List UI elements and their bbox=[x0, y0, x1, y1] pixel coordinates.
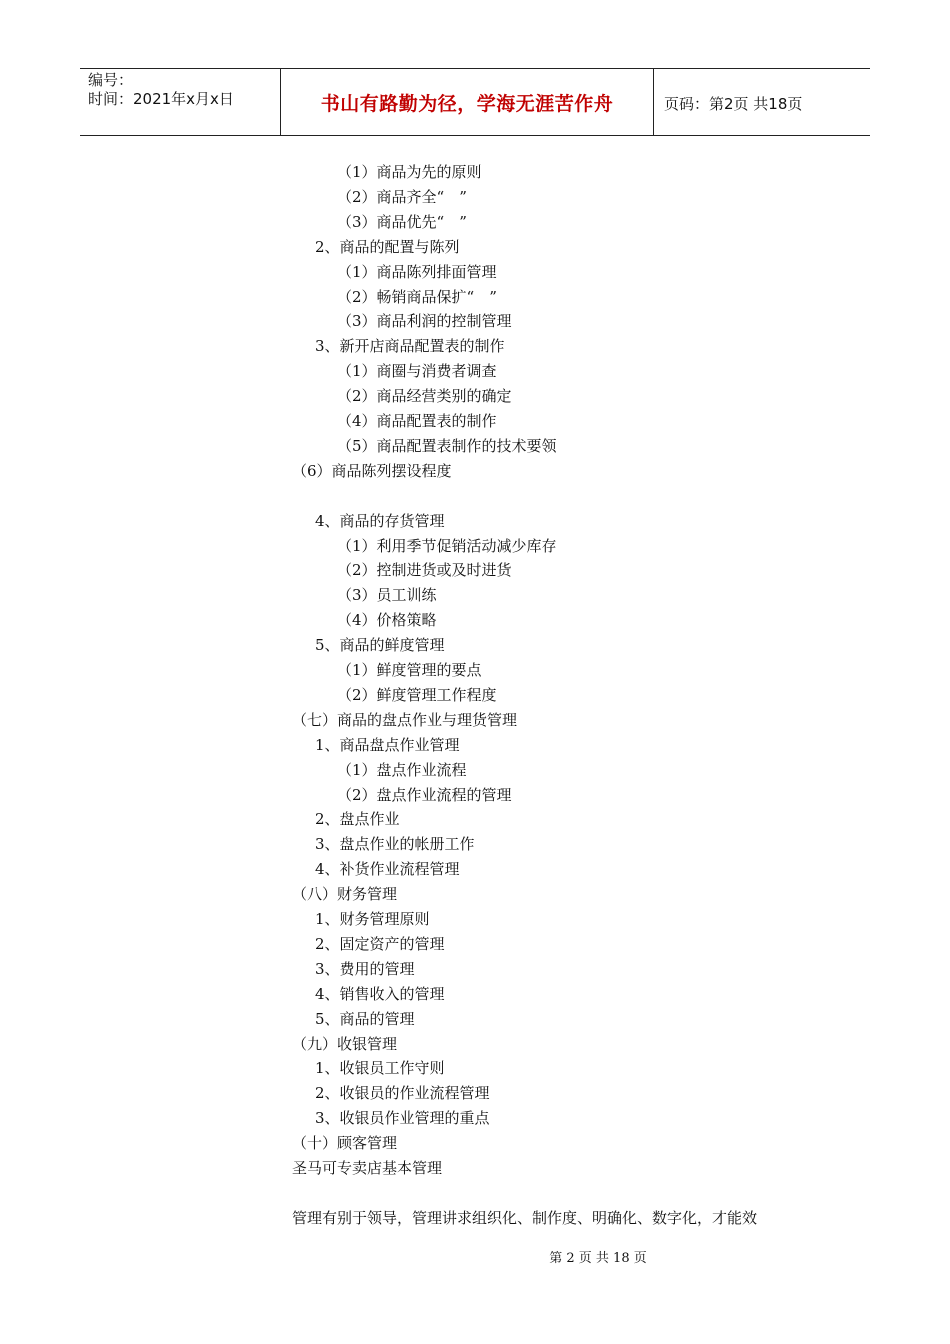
header-page-number: 页码：第2页 共18页 bbox=[664, 95, 803, 113]
outline-line: 4、补货作业流程管理 bbox=[315, 860, 460, 879]
outline-line: （1）商品为先的原则 bbox=[337, 163, 482, 181]
outline-line: 4、销售收入的管理 bbox=[315, 984, 445, 1003]
outline-line: （2）畅销商品保扩“ ” bbox=[337, 287, 497, 306]
outline-line: （九）收银管理 bbox=[292, 1034, 398, 1053]
outline-line: （2）盘点作业流程的管理 bbox=[337, 785, 512, 804]
outline-line: （十）顾客管理 bbox=[292, 1134, 398, 1153]
outline-line: （1）鲜度管理的要点 bbox=[337, 661, 482, 679]
document-date-label: 时间：2021年x月x日 bbox=[88, 90, 234, 108]
header-motto-cell bbox=[281, 69, 654, 135]
outline-line: 管理有别于领导，管理讲求组织化、制作度、明确化、数字化，才能效 bbox=[292, 1208, 758, 1227]
outline-line: （2）商品经营类别的确定 bbox=[337, 387, 512, 406]
document-header bbox=[80, 68, 870, 136]
outline-line: （3）商品利润的控制管理 bbox=[337, 312, 512, 331]
outline-line: 3、新开店商品配置表的制作 bbox=[315, 337, 505, 356]
outline-line: （6）商品陈列摆设程度 bbox=[292, 461, 452, 480]
outline-line: （七）商品的盘点作业与理货管理 bbox=[292, 710, 518, 729]
page-footer bbox=[0, 1247, 950, 1266]
footer-page-number: 第 2 页 共 18 页 bbox=[549, 1251, 647, 1266]
outline-line: （2）控制进货或及时进货 bbox=[337, 561, 512, 580]
outline-line: 1、财务管理原则 bbox=[315, 910, 430, 928]
outline-line: （1）商品陈列排面管理 bbox=[337, 262, 497, 281]
outline-line: （5）商品配置表制作的技术要领 bbox=[337, 436, 557, 455]
outline-line: （3）商品优先“ ” bbox=[337, 212, 467, 231]
outline-line: 2、固定资产的管理 bbox=[315, 934, 445, 953]
outline-line: 2、商品的配置与陈列 bbox=[315, 237, 460, 256]
outline-line: 1、收银员工作守则 bbox=[315, 1059, 445, 1078]
outline-line: （4）商品配置表的制作 bbox=[337, 412, 497, 430]
outline-line: 圣马可专卖店基本管理 bbox=[292, 1159, 443, 1177]
outline-line: （八）财务管理 bbox=[292, 885, 398, 904]
outline-line: 5、商品的鲜度管理 bbox=[315, 636, 445, 655]
header-page-cell bbox=[654, 69, 870, 135]
outline-line: 3、收银员作业管理的重点 bbox=[315, 1109, 490, 1128]
outline-line: （1）商圈与消费者调查 bbox=[337, 362, 497, 381]
outline-line: （4）价格策略 bbox=[337, 611, 437, 630]
outline-line: （3）员工训练 bbox=[337, 586, 437, 605]
outline-line: 5、商品的管理 bbox=[315, 1009, 415, 1028]
outline-line: 3、费用的管理 bbox=[315, 959, 415, 978]
outline-line: （1）利用季节促销活动减少库存 bbox=[337, 536, 557, 555]
outline-line: 3、盘点作业的帐册工作 bbox=[315, 835, 475, 854]
outline-line: （2）鲜度管理工作程度 bbox=[337, 685, 497, 704]
document-number-label: 编号： bbox=[88, 71, 134, 89]
outline-line: （1）盘点作业流程 bbox=[337, 760, 467, 779]
outline-line: 1、商品盘点作业管理 bbox=[315, 735, 460, 754]
outline-line: 4、商品的存货管理 bbox=[315, 511, 445, 530]
outline-line: 2、收银员的作业流程管理 bbox=[315, 1084, 490, 1103]
header-motto: 书山有路勤为径，学海无涯苦作舟 bbox=[320, 92, 614, 115]
outline-line: （2）商品齐全“ ” bbox=[337, 187, 467, 206]
outline-line: 2、盘点作业 bbox=[315, 810, 400, 829]
header-info-cell bbox=[80, 69, 281, 135]
